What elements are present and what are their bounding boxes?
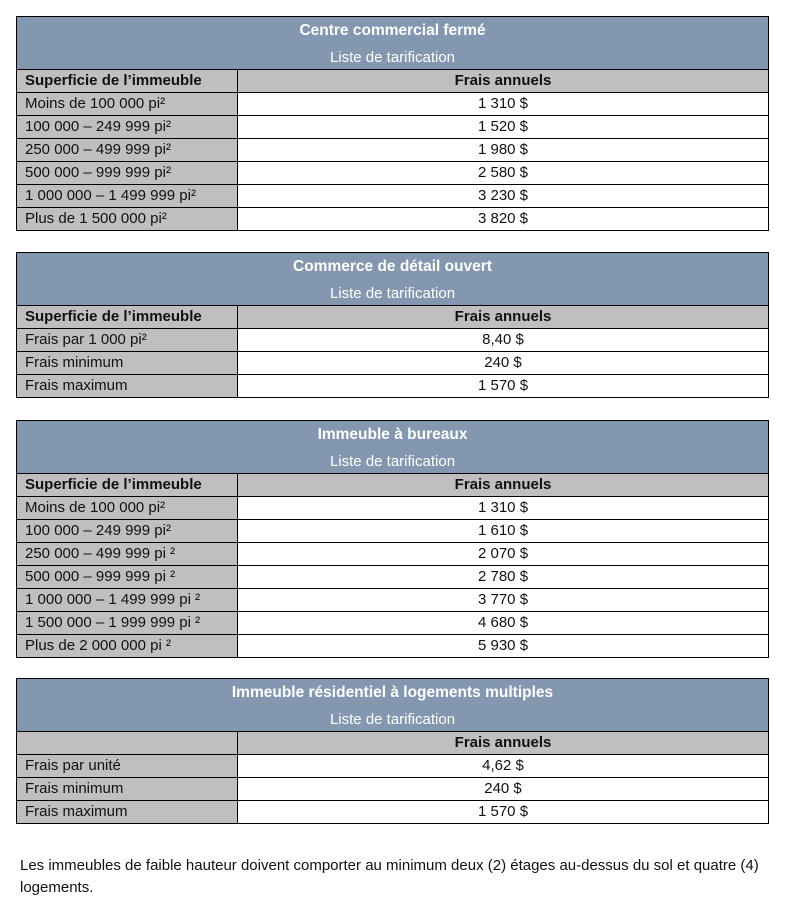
row-value: 1 570 $ (238, 801, 769, 824)
row-value: 2 580 $ (238, 162, 769, 185)
row-value: 2 070 $ (238, 543, 769, 566)
column-header-row (17, 474, 769, 497)
table-row (17, 93, 769, 116)
row-label: 1 000 000 – 1 499 999 pi² (17, 185, 238, 208)
row-label: 1 500 000 – 1 999 999 pi ² (17, 612, 238, 635)
row-value: 8,40 $ (238, 329, 769, 352)
row-value: 4,62 $ (238, 755, 769, 778)
row-value: 1 520 $ (238, 116, 769, 139)
fee-table-office-building (16, 420, 769, 658)
row-label: Frais maximum (17, 801, 238, 824)
fee-table-open-retail (16, 252, 769, 398)
row-value: 1 610 $ (238, 520, 769, 543)
table-row (17, 566, 769, 589)
table-subtitle: Liste de tarification (329, 711, 456, 728)
table-row (17, 116, 769, 139)
table-header (17, 253, 769, 306)
table-row (17, 185, 769, 208)
table-row (17, 139, 769, 162)
row-label: 500 000 – 999 999 pi ² (17, 566, 238, 589)
column-header-row (17, 732, 769, 755)
table-title: Commerce de détail ouvert (293, 258, 492, 275)
row-value: 1 570 $ (238, 375, 769, 398)
column-header-fee: Frais annuels (238, 732, 769, 755)
table-row (17, 543, 769, 566)
row-label: Frais par unité (17, 755, 238, 778)
table-row (17, 801, 769, 824)
table-subtitle: Liste de tarification (329, 49, 456, 66)
table-header (17, 679, 769, 732)
row-label: Frais maximum (17, 375, 238, 398)
table-subtitle: Liste de tarification (329, 453, 456, 470)
column-header-fee: Frais annuels (238, 306, 769, 329)
table-row (17, 375, 769, 398)
column-header-row (17, 306, 769, 329)
table-row (17, 352, 769, 375)
table-row (17, 329, 769, 352)
column-header-area: Superficie de l’immeuble (17, 306, 238, 329)
row-value: 3 770 $ (238, 589, 769, 612)
column-header-fee: Frais annuels (238, 70, 769, 93)
row-label: Plus de 1 500 000 pi² (17, 208, 238, 231)
table-row (17, 162, 769, 185)
row-label: 1 000 000 – 1 499 999 pi ² (17, 589, 238, 612)
row-value: 240 $ (238, 778, 769, 801)
column-header-area: Superficie de l’immeuble (17, 70, 238, 93)
row-label: Frais minimum (17, 352, 238, 375)
row-value: 2 780 $ (238, 566, 769, 589)
table-title: Centre commercial fermé (299, 22, 486, 39)
fee-table-closed-mall (16, 16, 769, 231)
row-value: 3 820 $ (238, 208, 769, 231)
row-label: Frais par 1 000 pi² (17, 329, 238, 352)
table-title: Immeuble à bureaux (317, 426, 468, 443)
table-row (17, 755, 769, 778)
row-label: 250 000 – 499 999 pi ² (17, 543, 238, 566)
table-title: Immeuble résidentiel à logements multiples (231, 684, 554, 701)
row-value: 3 230 $ (238, 185, 769, 208)
row-label: 100 000 – 249 999 pi² (17, 520, 238, 543)
table-row (17, 778, 769, 801)
table-row (17, 497, 769, 520)
table-row (17, 589, 769, 612)
row-value: 1 310 $ (238, 497, 769, 520)
row-value: 1 310 $ (238, 93, 769, 116)
table-row (17, 520, 769, 543)
column-header-area (17, 732, 238, 755)
row-label: 100 000 – 249 999 pi² (17, 116, 238, 139)
table-row (17, 208, 769, 231)
row-value: 5 930 $ (238, 635, 769, 658)
column-header-fee: Frais annuels (238, 474, 769, 497)
column-header-area: Superficie de l’immeuble (17, 474, 238, 497)
row-value: 4 680 $ (238, 612, 769, 635)
row-label: 500 000 – 999 999 pi² (17, 162, 238, 185)
column-header-row (17, 70, 769, 93)
row-label: Plus de 2 000 000 pi ² (17, 635, 238, 658)
row-label: Frais minimum (17, 778, 238, 801)
table-header (17, 17, 769, 70)
table-subtitle: Liste de tarification (329, 285, 456, 302)
row-value: 240 $ (238, 352, 769, 375)
footnote: Les immeubles de faible hauteur doivent comporter au minimum deux (2) étages au-dessus du sol et quatre (4) logements. (20, 857, 759, 896)
row-value: 1 980 $ (238, 139, 769, 162)
row-label: Moins de 100 000 pi² (17, 93, 238, 116)
table-row (17, 635, 769, 658)
row-label: 250 000 – 499 999 pi² (17, 139, 238, 162)
row-label: Moins de 100 000 pi² (17, 497, 238, 520)
fee-table-multi-residential (16, 678, 769, 824)
table-row (17, 612, 769, 635)
table-header (17, 421, 769, 474)
